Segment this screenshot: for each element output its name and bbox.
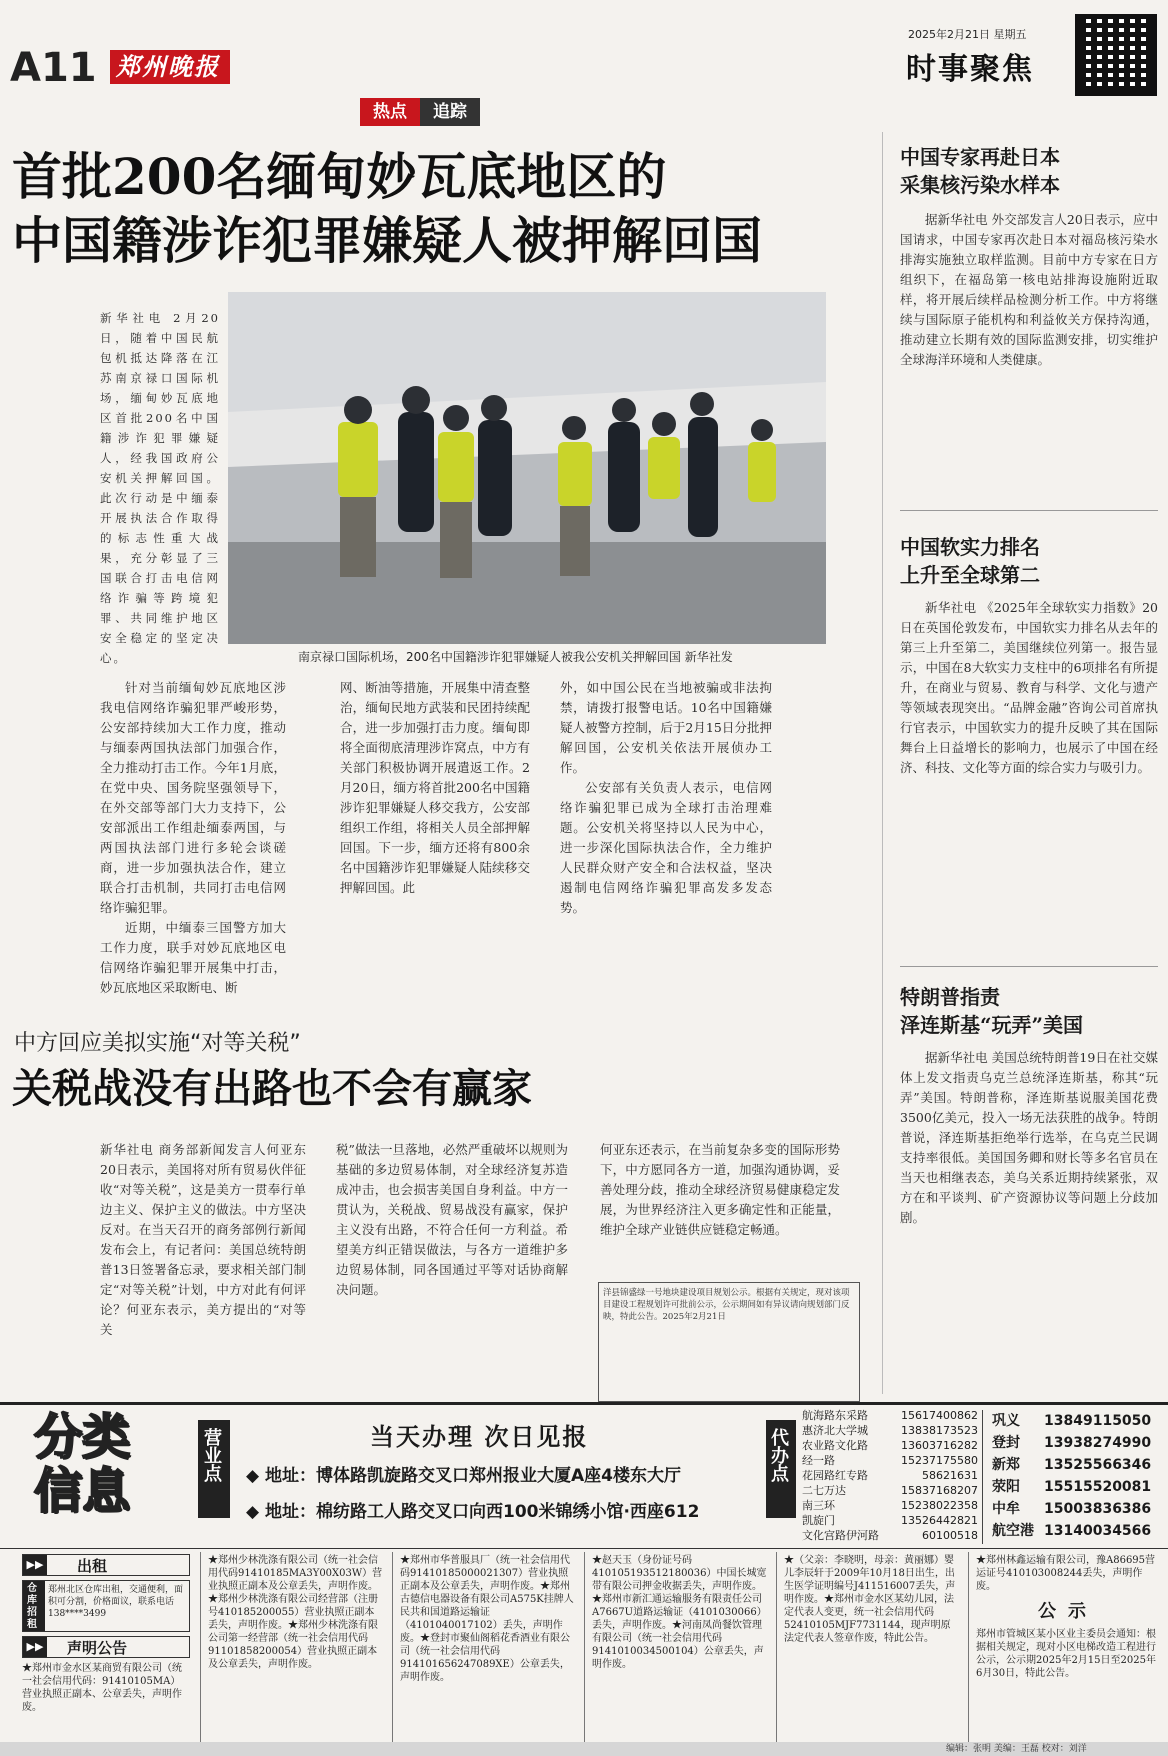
lead-col-3b-text: 公安部有关负责人表示，电信网络诈骗犯罪已成为全球打击治理难题。公安机关将坚持以人民为中心，进一步深化国际执法合作，全力维护人民群众财产安全和合法权益，坚决遏制电信网络诈骗犯罪高发多发态势。 — [560, 780, 772, 915]
ads-col-5: ★（父亲：李晓明，母亲：黄丽娜）婴儿李辰轩于2009年10月18日出生，出生医学证明编号J411516007丢失，声明作废。★郑州市金水区某幼儿园，法定代表人变更，统一社会信用代码52410105MJF7731144，现声明原法定代表人签章作废，特此公告。 — [784, 1555, 956, 1644]
agent-name: 惠济北大学城 — [802, 1424, 868, 1437]
hot-badge — [360, 98, 480, 126]
planning-notice — [598, 1282, 860, 1402]
notice-label: 声明公告 — [67, 1638, 128, 1657]
city-row — [992, 1454, 1162, 1476]
city-list — [992, 1410, 1162, 1542]
agent-tel: 15617400862 — [901, 1409, 978, 1422]
lead-col-3-text: 外，如中国公民在当地被骗或非法拘禁，请拨打报警电话。10名中国籍嫌疑人被警方控制，后于2月15日分批押解回国，公安机关依法开展侦办工作。 — [560, 680, 772, 775]
hot-badge-b: 追踪 — [420, 98, 480, 126]
sidebar-divider — [882, 132, 883, 1394]
sidebar-c-body-text: 据新华社电 美国总统特朗普19日在社交媒体上发文指责乌克兰总统泽连斯基，称其“玩弄”美国。特朗普称，泽连斯基说服美国花费3500亿美元，投入一场无法获胜的战争。特朗普说，泽连斯基拒绝举行选举，在乌克兰民调支持率很低。美国国务卿和财长等多名官员在当天也相继表态，美乌关系近期持续紧张，双方在和平谈判、矿产资源协议等问题上分歧加剧。 — [900, 1050, 1158, 1225]
rent-header — [22, 1554, 190, 1576]
classified-logo — [34, 1410, 194, 1520]
agent-name: 农业路文化路 — [802, 1439, 868, 1452]
agent-row — [802, 1498, 978, 1513]
city-tel: 13140034566 — [1044, 1523, 1152, 1539]
sidebar-b-body-text: 新华社电 《2025年全球软实力指数》20日在英国伦敦发布，中国软实力排名从去年的第三上升至第二，美国继续位列第一。报告显示，中国在8大软实力支柱中的6项排名有所提升，在商业与贸易、教育与科学、文化与遗产等领域表现突出。“品牌金融”咨询公司首席执行官表示，中国软实力的提升反映了其在国际舞台上日益增长的影响力，也展示了中国在经济、科技、文化等方面的综合实力与吸引力。 — [900, 600, 1158, 775]
ads-col-6: ★郑州林鑫运输有限公司，豫A86695营运证号410103008244丢失，声明作废。 — [976, 1555, 1156, 1592]
city-row — [992, 1476, 1162, 1498]
agent-row — [802, 1408, 978, 1423]
lead-col-2 — [340, 678, 530, 992]
ad-divider-1 — [200, 1552, 201, 1742]
classified-mid-rule — [0, 1548, 1168, 1549]
city-name: 巩义 — [992, 1413, 1020, 1429]
lead-col-1 — [100, 678, 286, 995]
hot-badge-a: 热点 — [360, 98, 420, 126]
rent-side: 仓库招租 — [23, 1581, 45, 1631]
paper-logo — [110, 50, 230, 84]
second-headline: 关税战没有出路也不会有赢家 — [12, 1065, 532, 1112]
city-tel: 13849115050 — [1044, 1413, 1152, 1429]
agent-row — [802, 1468, 978, 1483]
planning-notice-text: 洋县锦盛绿一号地块建设项目规划公示。根据有关规定，现对该项目建设工程规划许可批前公示，公示期间如有异议请向规划部门反映，特此公告。2025年2月21日 — [603, 1288, 850, 1322]
agent-row — [802, 1453, 978, 1468]
city-tel: 13938274990 — [1044, 1435, 1152, 1451]
sidebar-c-title-2: 泽连斯基“玩弄”美国 — [900, 1013, 1084, 1037]
city-name: 荥阳 — [992, 1479, 1020, 1495]
agent-tel: 15238022358 — [901, 1499, 978, 1512]
agent-name: 经一路 — [802, 1454, 835, 1467]
lead-photo-caption: 南京禄口国际机场，200名中国籍涉诈犯罪嫌疑人被我公安机关押解回国 新华社发 — [298, 650, 733, 664]
city-row — [992, 1432, 1162, 1454]
city-row — [992, 1520, 1162, 1542]
second-col-2-text: 税”做法一旦落地，必然严重破坏以规则为基础的多边贸易体制，对全球经济复苏造成冲击，也会损害美国自身利益。中方一贯认为，关税战、贸易战没有赢家，保护主义没有出路，不符合任何一方利益。希望美方纠正错误做法，与各方一道维护多边贸易体制，同各国通过平等对话协商解决问题。 — [336, 1142, 568, 1297]
sidebar-b-title-1: 中国软实力排名 — [900, 535, 1040, 559]
lead-col-1-text: 针对当前缅甸妙瓦底地区涉我电信网络诈骗犯罪严峻形势，公安部持续加大工作力度，推动与缅泰两国执法部门加强合作，全力推动打击工作。今年1月底，在党中央、国务院坚强领导下，在外交部等部门大力支持下，公安部派出工作组赴缅泰两国，与两国执法部门进行多轮会谈磋商，进一步加强执法合作，建立联合打击机制，共同打击电信网络诈骗犯罪。 — [100, 680, 286, 915]
classified-logo-1: 分类 — [34, 1409, 131, 1465]
agent-tel: 60100518 — [922, 1529, 978, 1542]
agent-name: 文化宫路伊河路 — [802, 1529, 879, 1542]
gongshi-title: 公示 — [1038, 1601, 1098, 1622]
footer-credits: 编辑：张明 美编：王磊 校对：刘洋 — [946, 1744, 1087, 1754]
ads-col-3: ★郑州市华普服具厂（统一社会信用代码91410185000021307）营业执照正副本及公章丢失，声明作废。★郑州古德信电器设备有限公司A575K挂牌人民共和国道路运输证（4101040017102）丢失，声明作废。★登封市聚仙阁稻花香酒业有限公司（统一社会信用代码914101656247089XE）公章丢失，声明作废。 — [400, 1555, 574, 1683]
ad-divider-5 — [968, 1552, 969, 1742]
second-col-3 — [600, 1140, 840, 1258]
lead-headline-2: 中国籍涉诈犯罪嫌疑人被押解回国 — [12, 211, 762, 270]
agent-tel: 15837168207 — [901, 1484, 978, 1497]
lead-col-1b-text: 近期，中缅泰三国警方加大工作力度，联手对妙瓦底地区电信网络诈骗犯罪开展集中打击，妙瓦底地区采取断电、断 — [100, 920, 286, 995]
city-tel: 13525566346 — [1044, 1457, 1152, 1473]
rent-box — [22, 1580, 190, 1632]
play-icon: ▶▶ — [23, 1555, 47, 1575]
classified-logo-2: 信息 — [34, 1463, 131, 1519]
lead-col-2-text: 网、断油等措施，开展集中清查整治，缅甸民地方武装和民团持续配合，进一步加强打击力度。缅甸即将全面彻底清理涉诈窝点，中方有关部门积极协调开展遣返工作。2月20日，缅方将首批200名中国籍涉诈犯罪嫌疑人移交我方，公安部组织工作组，将相关人员全部押解回国。下一步，缅方还将有800余名中国籍涉诈犯罪嫌疑人陆续移交押解回国。此 — [340, 680, 530, 895]
agent-name: 凯旋门 — [802, 1514, 835, 1527]
sidebar-a-title-2: 采集核污染水样本 — [900, 173, 1060, 197]
agent-name: 花园路红专路 — [802, 1469, 868, 1482]
address-2: ◆ 地址：棉纺路工人路交叉口向西100米锦绣小馆·西座612 — [246, 1502, 700, 1522]
agent-tel: 58621631 — [922, 1469, 978, 1482]
city-name: 航空港 — [992, 1523, 1034, 1539]
lead-intro-text: 新华社电 2月20日，随着中国民航包机抵达降落在江苏南京禄口国际机场，缅甸妙瓦底地区首批200名中国籍涉诈犯罪嫌疑人，经我国政府公安机关押解回国。此次行动是中缅泰开展执法合作取得的标志性重大战果，充分彰显了三国联合打击电信网络诈骗等跨境犯罪、共同维护地区安全稳定的坚定决心。 — [100, 311, 220, 665]
dai-label-text: 代办点 — [768, 1428, 789, 1482]
lead-headline-1: 首批200名缅甸妙瓦底地区的 — [12, 147, 667, 206]
sidebar-a-title-1: 中国专家再赴日本 — [900, 145, 1060, 169]
agent-row — [802, 1438, 978, 1453]
sidebar-b-body — [900, 598, 1158, 960]
agent-tel: 13603716282 — [901, 1439, 978, 1452]
address-1: ◆ 地址：博体路凯旋路交叉口郑州报业大厦A座4楼东大厅 — [246, 1466, 681, 1486]
sidebar-a-body — [900, 210, 1158, 484]
sidebar-c-title-1: 特朗普指责 — [900, 985, 1000, 1009]
issue-date: 2025年2月21日 星期五 — [908, 28, 1027, 41]
ying-label — [198, 1420, 230, 1518]
section-title: 时事聚焦 — [906, 52, 1034, 87]
sidebar-sep-2 — [900, 966, 1158, 967]
rent-text: 郑州北区仓库出租，交通便利，面积可分割，价格面议，联系电话138****3499 — [48, 1585, 184, 1619]
second-col-1 — [100, 1140, 306, 1384]
agent-row — [802, 1528, 978, 1543]
city-divider — [982, 1410, 983, 1544]
notice-text: ★郑州市金水区某商贸有限公司（统一社会信用代码：91410105MA）营业执照正副本、公章丢失，声明作废。 — [22, 1663, 182, 1713]
sidebar-a-body-text: 据新华社电 外交部发言人20日表示，应中国请求，中国专家再次赴日本对福岛核污染水排海实施独立取样监测。目前中方专家在日方组织下，在福岛第一核电站排海设施附近取样，将开展后续样品检测分析工作。中方将继续与国际原子能机构和利益攸关方保持沟通，推动建立长期有效的国际监测安排，切实维护全球海洋环境和人类健康。 — [900, 212, 1158, 367]
lead-intro — [100, 308, 220, 665]
city-name: 登封 — [992, 1435, 1020, 1451]
agent-row — [802, 1483, 978, 1498]
agent-tel: 13526442821 — [901, 1514, 978, 1527]
city-name: 新郑 — [992, 1457, 1020, 1473]
ad-divider-3 — [584, 1552, 585, 1742]
agent-name: 二七万达 — [802, 1484, 846, 1497]
agent-list — [802, 1408, 978, 1543]
second-col-2 — [336, 1140, 568, 1384]
qr-code-icon — [1075, 14, 1157, 96]
city-row — [992, 1410, 1162, 1432]
second-kicker: 中方回应美拟实施“对等关税” — [14, 1031, 301, 1056]
lead-col-3 — [560, 678, 772, 992]
play-icon-2: ▶▶ — [23, 1637, 47, 1657]
city-tel: 15003836386 — [1044, 1501, 1152, 1517]
city-row — [992, 1498, 1162, 1520]
agent-row — [802, 1423, 978, 1438]
rent-label: 出租 — [77, 1556, 108, 1575]
agent-tel: 15237175580 — [901, 1454, 978, 1467]
ads-col-4: ★赵天玉（身份证号码410105193512180036）中国长城宽带有限公司押金收据丢失，声明作废。★郑州市新汇通运输服务有限责任公司A7667U道路运输证（4101030066）丢失，声明作废。★河南凤尚餐饮管理有限公司（统一社会信用代码9141010034500104）公章丢失，声明作废。 — [592, 1555, 767, 1670]
classified-top-rule — [0, 1402, 1168, 1405]
ad-divider-2 — [392, 1552, 393, 1742]
agent-tel: 13838173523 — [901, 1424, 978, 1437]
second-col-1-text: 新华社电 商务部新闻发言人何亚东20日表示，美国将对所有贸易伙伴征收“对等关税”，这是美方一贯奉行单边主义、保护主义的做法。中方坚决反对。在当天召开的商务部例行新闻发布会上，有记者问：美国总统特朗普13日签署备忘录，要求相关部门制定“对等关税”计划，中方对此有何评论？何亚东表示，美方提出的“对等关 — [100, 1142, 306, 1337]
ads-col-2: ★郑州少林洗涤有限公司（统一社会信用代码91410185MA3Y00X03W）营业执照正副本及公章丢失，声明作废。★郑州少林洗涤有限公司经营部（注册号410185200055）营业执照正副本丢失，声明作废。★郑州少林洗涤有限公司第一经营部（统一社会信用代码91101858200054）营业执照正副本及公章丢失，声明作废。 — [208, 1555, 383, 1670]
dai-label — [766, 1420, 796, 1518]
city-tel: 15515520081 — [1044, 1479, 1152, 1495]
classified-slogan: 当天办理 次日见报 — [370, 1422, 589, 1451]
ying-label-text: 营业点 — [201, 1428, 222, 1482]
agent-name: 航海路东采路 — [802, 1409, 868, 1422]
ad-divider-4 — [776, 1552, 777, 1742]
sidebar-sep-1 — [900, 510, 1158, 511]
sidebar-c-body — [900, 1048, 1158, 1392]
sidebar-b-title-2: 上升至全球第二 — [900, 563, 1040, 587]
agent-row — [802, 1513, 978, 1528]
city-name: 中牟 — [992, 1501, 1020, 1517]
second-col-3-text: 何亚东还表示，在当前复杂多变的国际形势下，中方愿同各方一道，加强沟通协调，妥善处理分歧，推动全球经济贸易健康稳定发展，为世界经济注入更多确定性和正能量，维护全球产业链供应链稳定畅通。 — [600, 1142, 840, 1237]
notice-header — [22, 1636, 190, 1658]
paper-logo-text: 郑州晚报 — [116, 52, 220, 81]
lead-photo — [228, 292, 826, 644]
page-number: A11 — [10, 45, 97, 91]
gongshi-text: 郑州市管城区某小区业主委员会通知：根据相关规定，现对小区电梯改造工程进行公示，公示期2025年2月15日至2025年6月30日，特此公告。 — [976, 1629, 1156, 1679]
agent-name: 南三环 — [802, 1499, 835, 1512]
